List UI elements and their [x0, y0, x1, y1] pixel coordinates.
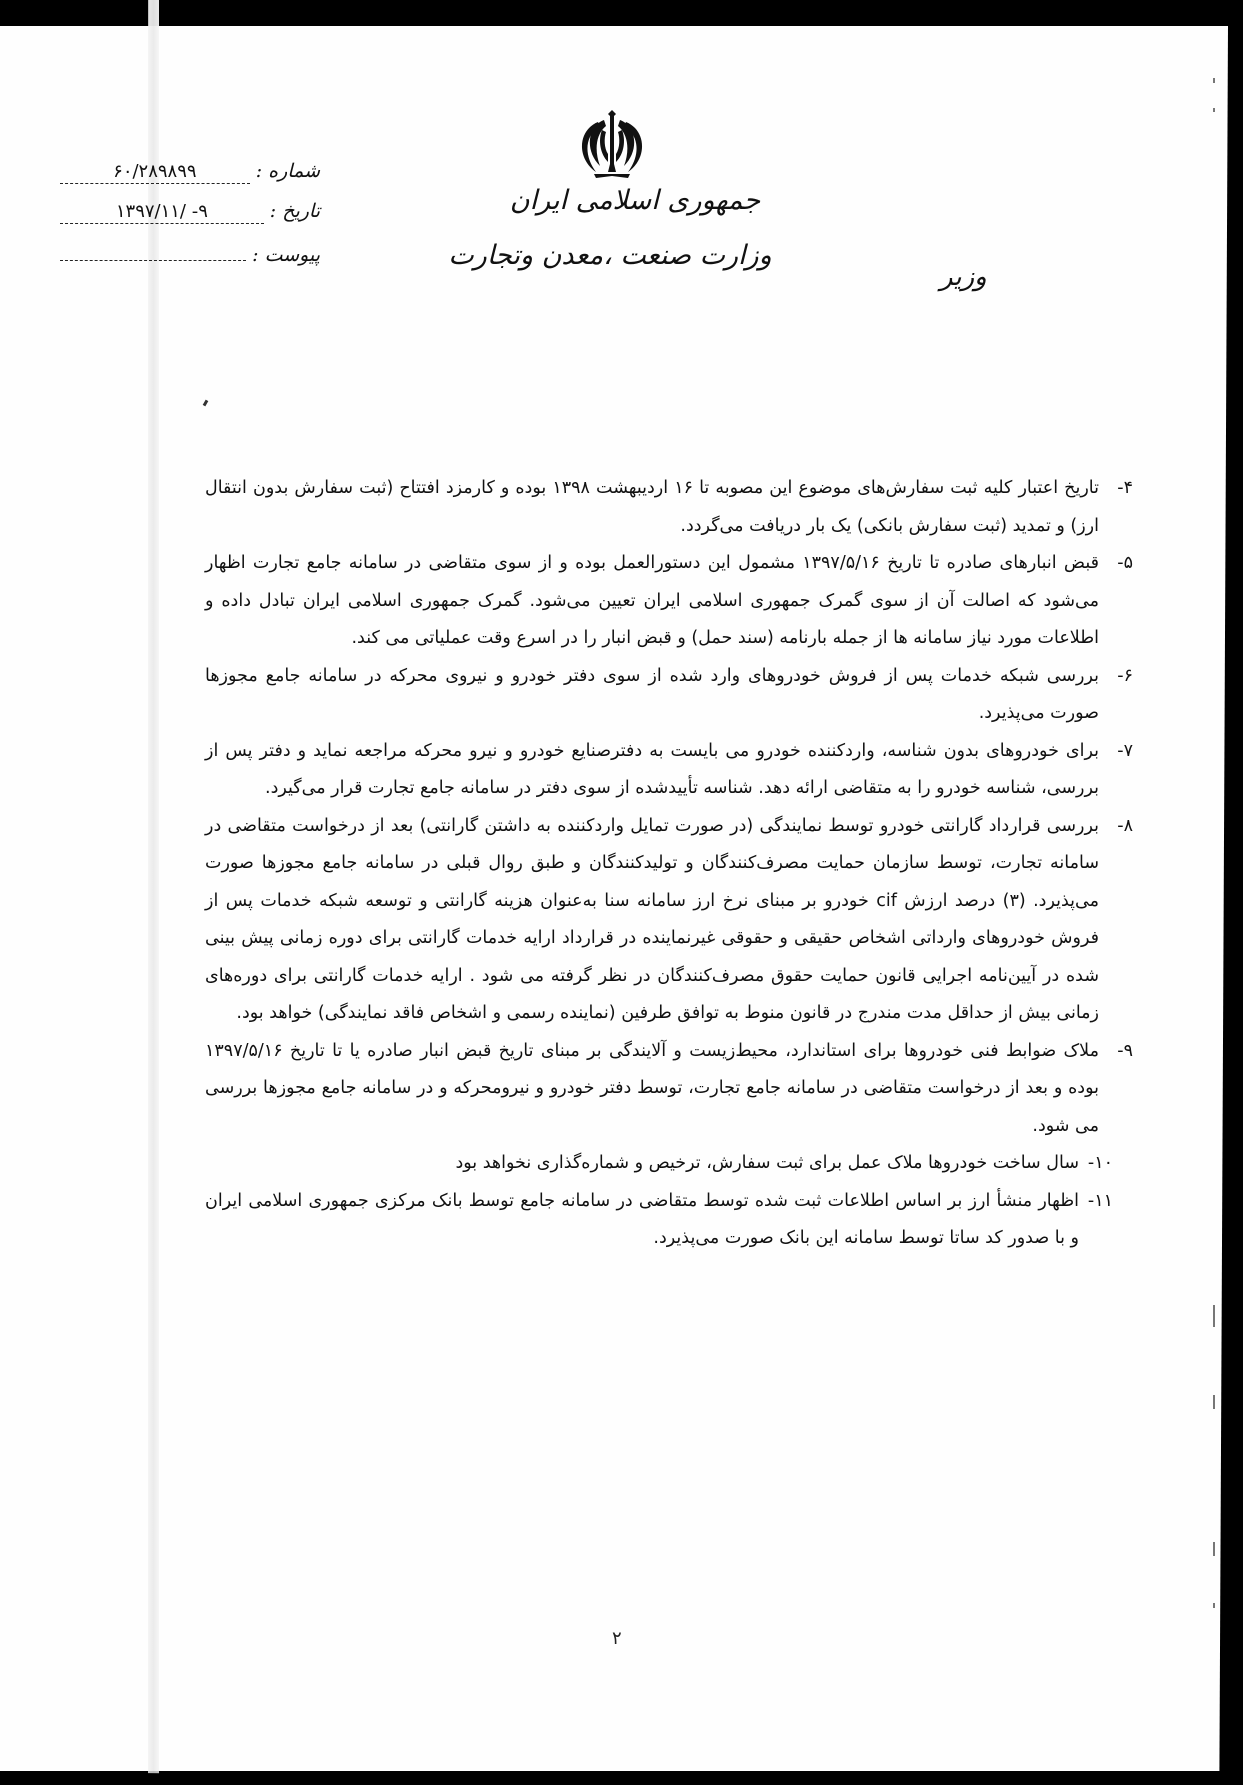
clause-text: بررسی قرارداد گارانتی خودرو توسط نمایندگی (در صورت تمایل واردکننده به داشتن گارانتی) بعد از درخواست متقاضی در سامانه تجارت، توسط سازمان حمایت مصرف‌کنندگان و تولیدکنندگان و طبق روال قبلی در سامانه جامع مجوزها صورت می‌پذیرد. (۳) درصد ارزش cif خودرو بر مبنای نرخ ارز سامانه سنا به‌عنوان هزینه گارانتی و توسعه شبکه خدمات پس از فروش خودروهای وارداتی اشخاص حقیقی و حقوقی غیرنماینده در قرارداد ارایه خدمات گارانتی برای دوره زمانی پیش بینی شده در آیین‌نامه اجرایی قانون حمایت حقوق مصرف‌کنندگان در نظر گرفته می شود . ارایه خدمات گارانتی برای دوره‌های زمانی بیش از حداقل مدت مندرج در قانون منوط به توافق طرفین (نماینده رسمی و اشخاص فاقد نمایندگی) خواهد بود.: [205, 815, 1100, 1023]
scan-edge-mark: [1213, 1542, 1215, 1556]
clause-item: [205, 545, 1133, 658]
reference-number-field: [60, 160, 320, 184]
clause-number: ۱۱-: [1087, 1190, 1113, 1211]
clause-text: ملاک ضوابط فنی خودروها برای استاندارد، محیط‌زیست و آلایندگی بر مبنای تاریخ قبض انبار صادره یا تا تاریخ ۱۳۹۷/۵/۱۶ بوده و بعد از درخواست متقاضی در سامانه جامع تجارت، توسط دفتر خودرو و نیرومحرکه و در سامانه جامع مجوزها بررسی می شود.: [205, 1040, 1099, 1136]
clause-item: [205, 1145, 1133, 1183]
ministry-title: وزارت صنعت ،معدن وتجارت: [448, 240, 772, 271]
clauses-list: [205, 470, 1133, 1258]
scan-edge-mark: [1213, 78, 1215, 83]
sender-title: وزیر: [940, 262, 987, 292]
clause-item: [205, 1183, 1133, 1258]
clause-text: تاریخ اعتبار کلیه ثبت سفارش‌های موضوع این مصوبه تا ۱۶ اردیبهشت ۱۳۹۸ بوده و کارمزد افتتاح (ثبت سفارش بدون انتقال ارز) و تمدید (ثبت سفارش بانکی) یک بار دریافت می‌گردد.: [205, 478, 1099, 536]
scan-edge-mark: [1213, 108, 1215, 112]
scan-fold-line: [148, 0, 159, 1785]
clause-text: قبض انبارهای صادره تا تاریخ ۱۳۹۷/۵/۱۶ مشمول این دستورالعمل بوده و از سوی متقاضی در سامانه جامع تجارت اظهار می‌شود که اصالت آن از سوی گمرک جمهوری اسلامی ایران تعیین می‌شود. گمرک جمهوری اسلامی ایران تبادل داده و اطلاعات مورد نیاز سامانه ها از جمله بارنامه (سند حمل) و قبض انبار را در اسرع وقت عملیاتی می کند.: [205, 553, 1099, 648]
clause-number: ۵-: [1117, 553, 1133, 573]
scan-edge-mark: [1213, 1305, 1215, 1327]
reference-number-value: ۶۰/۲۸۹۸۹۹: [60, 161, 250, 184]
reference-date-label: تاریخ :: [269, 200, 320, 222]
clause-number: ۱۰-: [1087, 1153, 1113, 1173]
reference-date-field: [60, 200, 320, 224]
clause-item: [205, 470, 1133, 545]
attachment-field: [60, 244, 320, 266]
clause-item: [205, 733, 1133, 808]
page-number: ۲: [612, 1628, 622, 1649]
scan-edge-mark: [1213, 1603, 1215, 1608]
clause-item: [205, 808, 1133, 1033]
clause-number: ۴-: [1117, 478, 1133, 498]
clause-item: [205, 1033, 1133, 1146]
reference-number-label: شماره :: [255, 160, 320, 182]
republic-title: جمهوری اسلامی ایران: [509, 185, 761, 216]
clause-number: ۷-: [1117, 740, 1133, 761]
clause-item: [205, 658, 1133, 733]
reference-date-value: ۱۳۹۷/۱۱/ -۹: [60, 201, 264, 224]
clause-number: ۸-: [1117, 815, 1133, 836]
clause-number: ۹-: [1117, 1040, 1133, 1061]
attachment-label: پیوست :: [252, 244, 320, 266]
clause-text: سال ساخت خودروها ملاک عمل برای ثبت سفارش، ترخیص و شماره‌گذاری نخواهد بود: [455, 1153, 1079, 1173]
attachment-value: [60, 259, 246, 261]
clause-text: بررسی شبکه خدمات پس از فروش خودروهای وارد شده از سوی دفتر خودرو و نیروی محرکه در سامانه جامع مجوزها صورت می‌پذیرد.: [205, 665, 1099, 723]
iran-emblem-icon: [574, 110, 650, 184]
scan-edge-mark: [1213, 1395, 1215, 1409]
clause-text: اظهار منشأ ارز بر اساس اطلاعات ثبت شده توسط متقاضی در سامانه جامع توسط بانک مرکزی جمهوری اسلامی ایران و با صدور کد ساتا توسط سامانه این بانک صورت می‌پذیرد.: [205, 1190, 1079, 1248]
clause-number: ۶-: [1117, 665, 1133, 686]
clause-text: برای خودروهای بدون شناسه، واردکننده خودرو می بایست به دفترصنایع خودرو و نیرو محرکه مراجعه نماید و دفتر پس از بررسی، شناسه خودرو را به متقاضی ارائه دهد. شناسه تأییدشده از سوی دفتر در سامانه جامع تجارت قرار می‌گیرد.: [205, 740, 1099, 798]
